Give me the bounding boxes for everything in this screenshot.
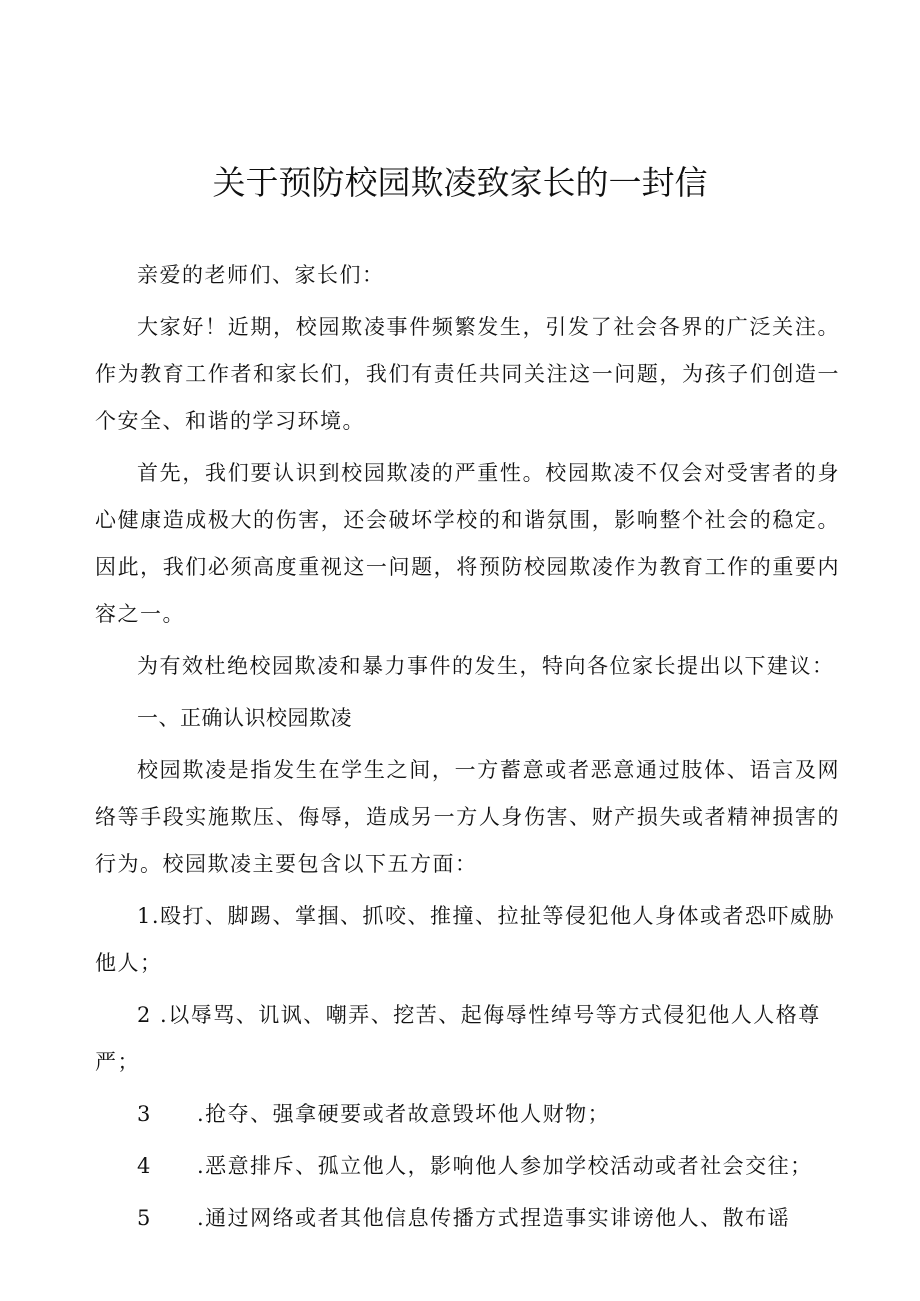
paragraph-severity: 首先，我们要认识到校园欺凌的严重性。校园欺凌不仅会对受害者的身心健康造成极大的伤害，还会破坏学校的和谐氛围，影响整个社会的稳定。因此，我们必须高度重视这一问题，将预防校园欺凌作为教育工作的重要内容之一。	[95, 461, 840, 626]
letter-body	[95, 252, 840, 1247]
list-item-number: 1.	[137, 904, 161, 928]
list-item-number: 2 .	[137, 1003, 169, 1027]
list-item-text: .抢夺、强拿硬要或者故意毁坏他人财物；	[197, 1102, 611, 1126]
paragraph-suggestions: 为有效杜绝校园欺凌和暴力事件的发生，特向各位家长提出以下建议：	[137, 654, 835, 678]
list-item	[95, 893, 840, 987]
list-item	[95, 1091, 840, 1138]
paragraph-definition: 校园欺凌是指发生在学生之间，一方蓄意或者恶意通过肢体、语言及网络等手段实施欺压、侮辱，造成另一方人身伤害、财产损失或者精神损害的行为。校园欺凌主要包含以下五方面：	[95, 758, 840, 876]
greeting: 亲爱的老师们、家长们：	[137, 263, 385, 287]
page-title: 关于预防校园欺凌致家长的一封信	[212, 163, 708, 202]
section-heading: 一、正确认识校园欺凌	[137, 706, 352, 730]
list-item-number: 4	[137, 1154, 152, 1178]
paragraph-intro: 大家好！近期，校园欺凌事件频繁发生，引发了社会各界的广泛关注。作为教育工作者和家长们，我们有责任共同关注这一问题，为孩子们创造一个安全、和谐的学习环境。	[95, 315, 840, 433]
list-item-number: 3	[137, 1102, 152, 1126]
list-item	[95, 1143, 840, 1190]
list-item-text: 以辱骂、讥讽、嘲弄、挖苦、起侮辱性绰号等方式侵犯他人人格尊严；	[95, 1003, 821, 1074]
list-item-text: 殴打、脚踢、掌掴、抓咬、推撞、拉扯等侵犯他人身体或者恐吓威胁他人；	[95, 904, 836, 975]
list-item-text: .恶意排斥、孤立他人，影响他人参加学校活动或者社会交往；	[197, 1154, 813, 1178]
list-item-number: 5	[137, 1206, 152, 1230]
list-item	[95, 992, 840, 1086]
list-item	[95, 1195, 840, 1242]
list-item-text: .通过网络或者其他信息传播方式捏造事实诽谤他人、散布谣	[197, 1206, 791, 1230]
